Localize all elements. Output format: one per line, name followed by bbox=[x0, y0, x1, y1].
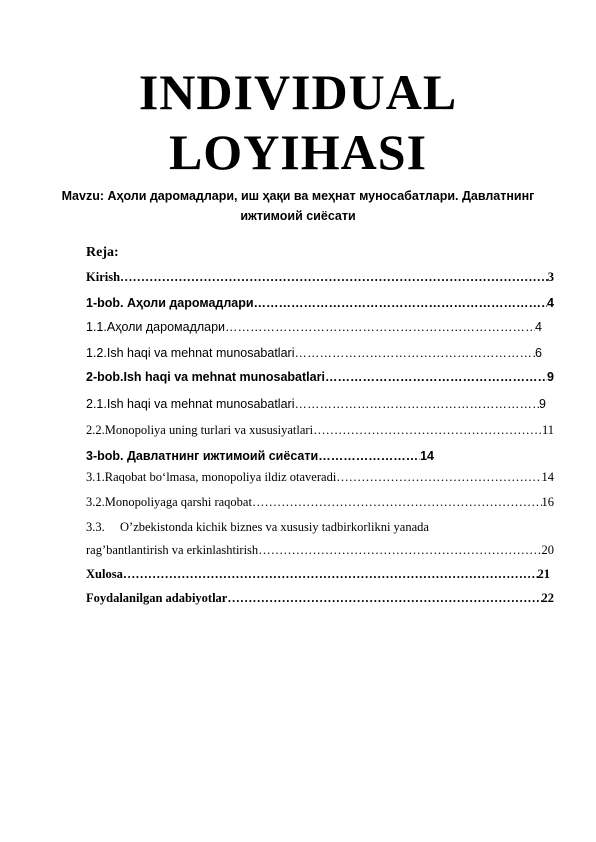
topic bbox=[30, 186, 566, 226]
toc-label: Ish haqi va mehnat munosabatlari bbox=[106, 346, 295, 360]
toc-label: Raqobat bo‘lmasa, monopoliya ildiz otaveradi bbox=[104, 470, 337, 484]
toc-entry-3-1 bbox=[86, 470, 554, 485]
toc-leader bbox=[325, 370, 547, 384]
toc-leader bbox=[294, 346, 535, 360]
toc-page: 9 bbox=[539, 397, 546, 411]
topic-line1: Mavzu: Аҳоли даромадлари, иш ҳақи ва меҳнат муносабатлари. Давлатнинг bbox=[61, 189, 535, 203]
toc-page: 11 bbox=[541, 423, 554, 437]
toc-leader bbox=[123, 567, 538, 582]
toc-label: Monopoliyaga qarshi raqobat bbox=[104, 495, 252, 509]
toc-entry-3-3-continued bbox=[86, 543, 554, 558]
toc-label: Monopoliya uning turlari va xususiyatlari bbox=[104, 423, 314, 437]
toc-page: 22 bbox=[541, 591, 554, 605]
toc-number: 2.1. bbox=[86, 397, 107, 411]
toc-entry-references bbox=[86, 591, 554, 606]
toc-entry-xulosa bbox=[86, 567, 550, 582]
toc-page: 6 bbox=[535, 346, 542, 360]
toc-leader bbox=[313, 423, 542, 438]
toc-label: Аҳоли даромадлари bbox=[106, 320, 226, 334]
toc-entry-1-2 bbox=[86, 346, 542, 360]
toc-page: 4 bbox=[547, 296, 554, 310]
toc-leader bbox=[225, 320, 535, 334]
toc-label: Foydalanilgan adabiyotlar bbox=[86, 591, 228, 605]
toc-leader bbox=[254, 296, 548, 310]
toc-entry-chapter-1 bbox=[86, 296, 554, 310]
toc-label: 2-bob.Ish haqi va mehnat munosabatlari bbox=[86, 370, 325, 384]
toc-label: 3-bob. Давлатнинг ижтимоий сиёсати bbox=[86, 449, 319, 463]
toc-page: 3 bbox=[547, 270, 554, 284]
toc-leader bbox=[258, 543, 541, 558]
toc-number: 3.2. bbox=[86, 495, 105, 509]
toc-page: 16 bbox=[541, 495, 554, 509]
document-title-line2: LOYIHASI bbox=[168, 124, 428, 180]
toc-page: 14 bbox=[541, 470, 554, 484]
reja-heading: Reja: bbox=[86, 245, 119, 260]
toc-number: 3.1. bbox=[86, 470, 105, 484]
toc-label: Ish haqi va mehnat munosabatlari bbox=[106, 397, 295, 411]
toc-leader bbox=[294, 397, 539, 411]
toc-entry-1-1 bbox=[86, 320, 542, 334]
toc-entry-chapter-3 bbox=[86, 449, 434, 463]
toc-entry-chapter-2 bbox=[86, 370, 554, 384]
toc-number: 1.2. bbox=[86, 346, 107, 360]
toc-page: 14 bbox=[420, 449, 434, 463]
toc-page: 4 bbox=[535, 320, 542, 334]
toc-number: 1.1. bbox=[86, 320, 107, 334]
toc-entry-2-1 bbox=[86, 397, 546, 411]
toc-leader bbox=[318, 449, 420, 463]
toc-label-continued: rag’bantlantirish va erkinlashtirish bbox=[86, 543, 259, 557]
toc-page: 21 bbox=[537, 567, 550, 581]
toc-leader bbox=[227, 591, 541, 606]
document-title-line1: INDIVIDUAL bbox=[138, 64, 458, 120]
toc-label: O’zbekistonda kichik biznes va xususiy tadbirkorlikni yanada bbox=[120, 520, 429, 534]
toc-entry-3-2 bbox=[86, 495, 554, 510]
toc-leader bbox=[252, 495, 542, 510]
toc-page: 9 bbox=[547, 370, 554, 384]
topic-line2: ижтимоий сиёсати bbox=[240, 209, 356, 223]
toc-label: Xulosa bbox=[86, 567, 123, 581]
toc-page: 20 bbox=[541, 543, 554, 557]
toc-entry-kirish bbox=[86, 270, 554, 285]
toc-leader bbox=[336, 470, 541, 485]
toc-leader bbox=[120, 270, 548, 285]
toc-label: Kirish bbox=[86, 270, 121, 284]
toc-entry-3-3 bbox=[86, 520, 429, 535]
toc-entry-2-2 bbox=[86, 423, 554, 438]
toc-number: 3.3. bbox=[86, 520, 105, 534]
toc-label: 1-bob. Аҳоли даромадлари bbox=[86, 296, 254, 310]
toc-number: 2.2. bbox=[86, 423, 105, 437]
